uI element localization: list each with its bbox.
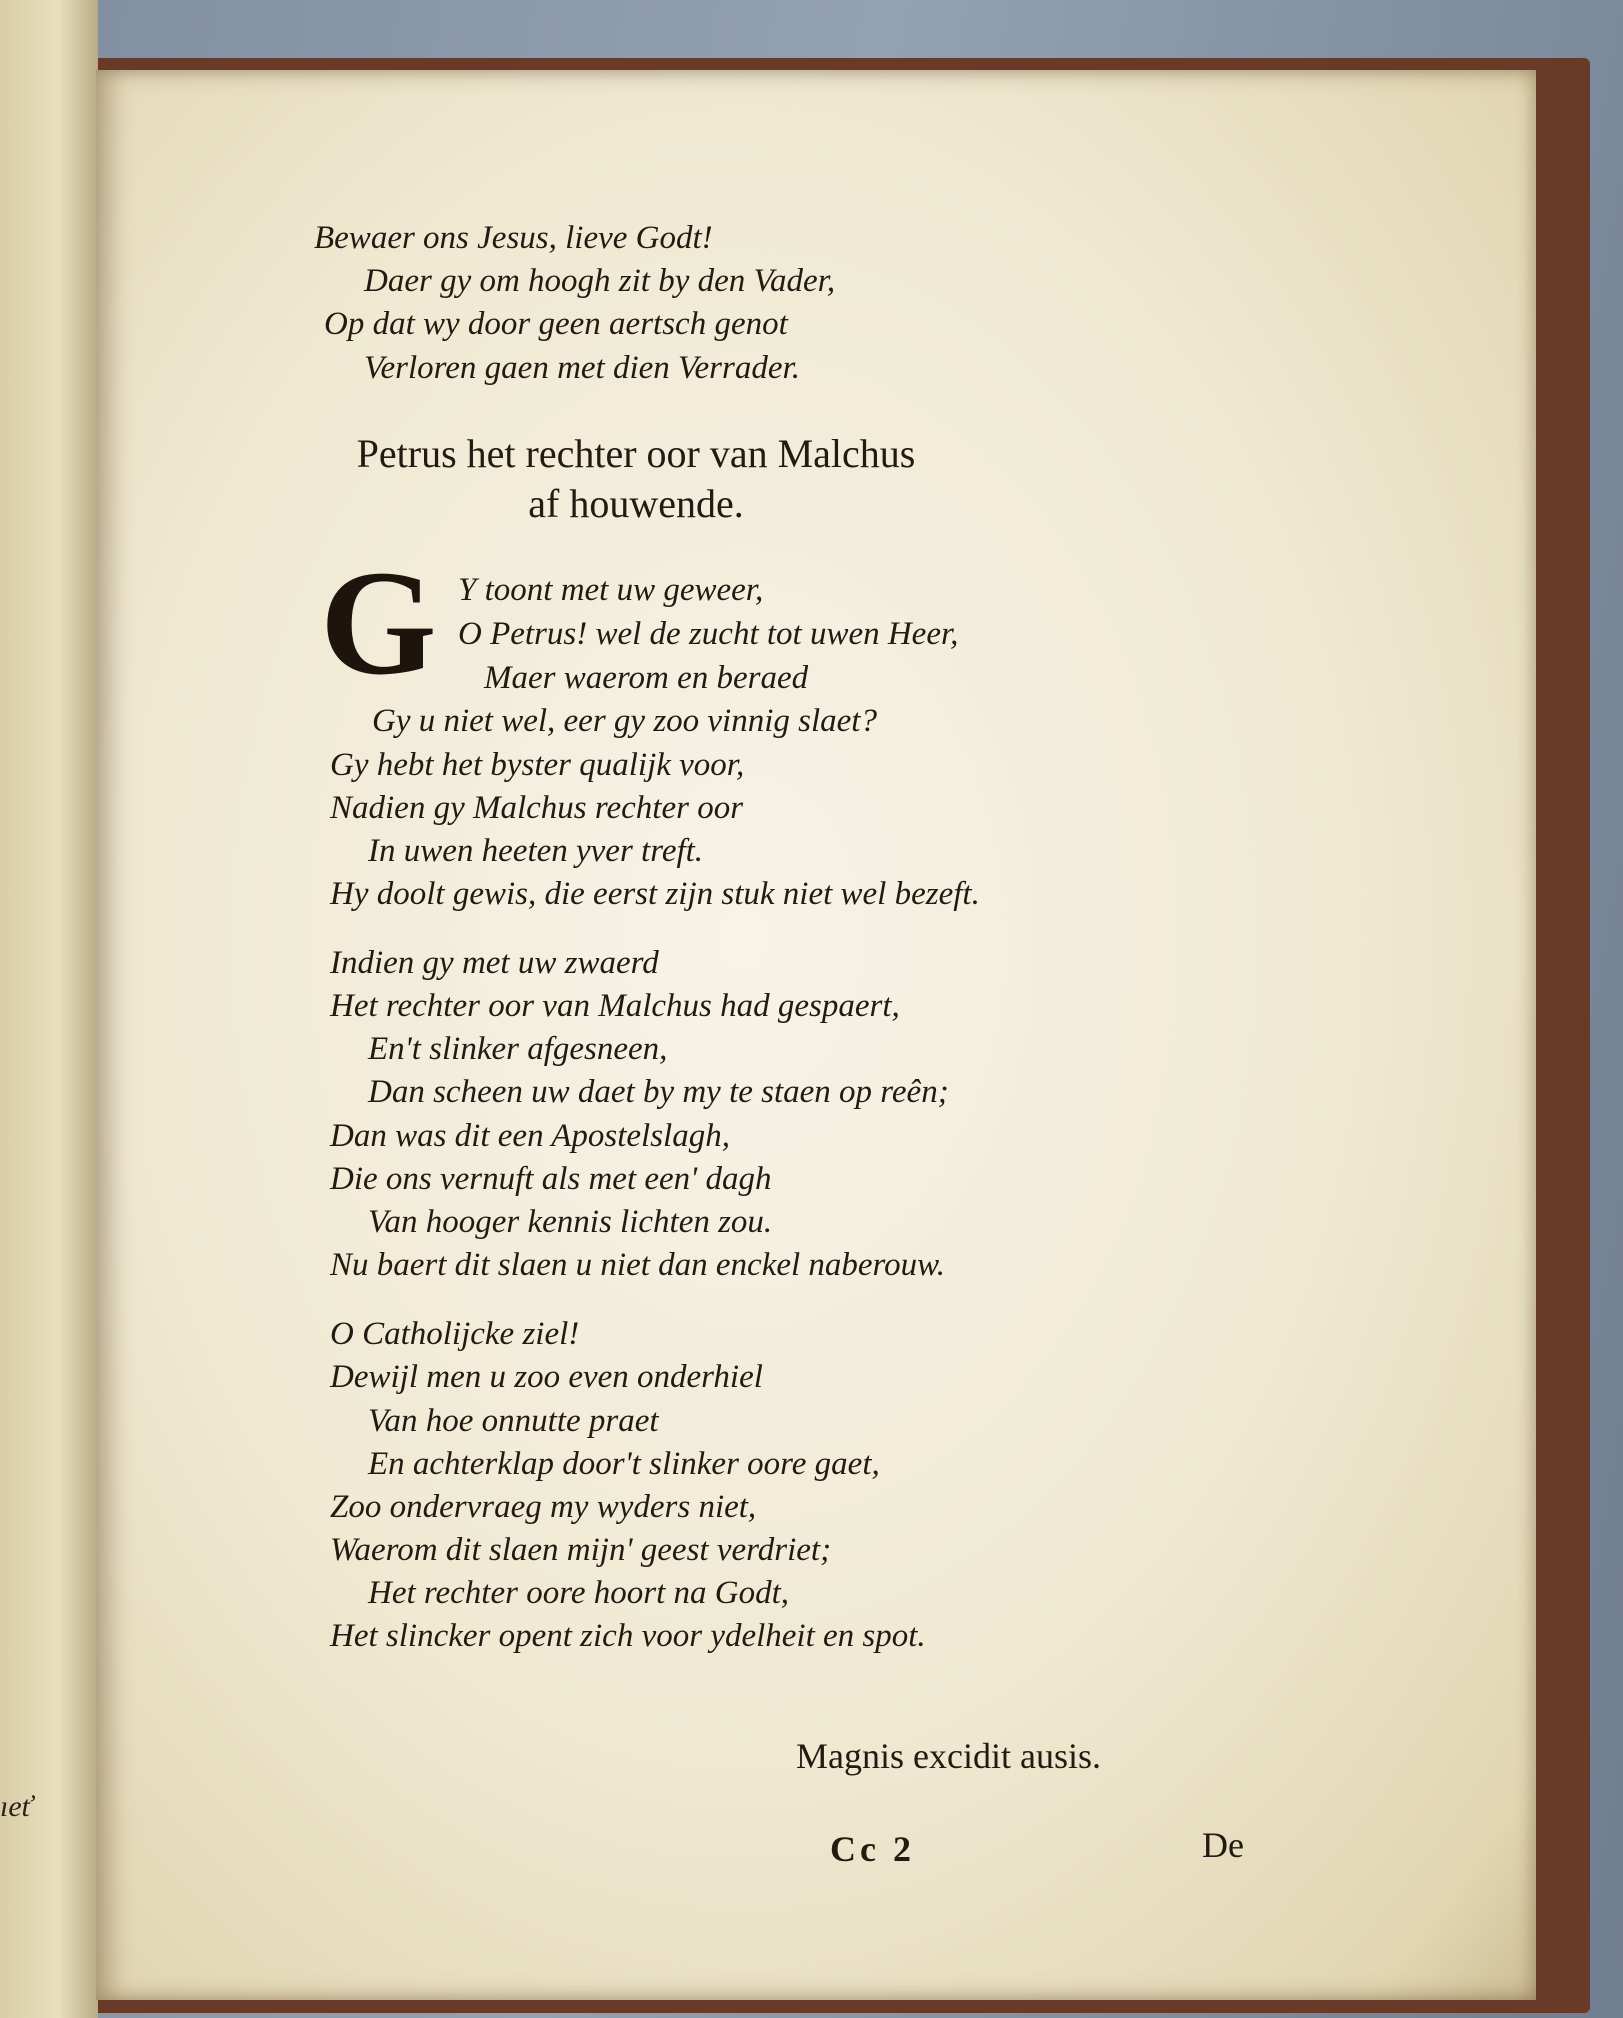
stanza-3-line: O Catholijcke ziel! [330,1316,580,1352]
stanza-3-line: Van hoe onnutte praet [368,1403,659,1439]
left-page-edge [0,0,98,2018]
stanza-1-line: O Petrus! wel de zucht tot uwen Heer, [458,616,959,652]
stanza-2-line: En't slinker afgesneen, [368,1031,668,1067]
stanza-3-line: En achterklap door't slinker oore gaet, [368,1446,880,1482]
stanza-3-line: Het rechter oore hoort na Godt, [368,1575,789,1611]
catchword: De [1202,1825,1244,1865]
stanza-1-line: Gy u niet wel, eer gy zoo vinnig slaet? [372,703,877,739]
stanza-3-line: Dewijl men u zoo even onderhiel [330,1359,763,1395]
stanza-2-line: Van hooger kennis lichten zou. [368,1204,773,1240]
stanza-1-line: Gy hebt het byster qualijk voor, [330,747,745,783]
poem-title: Petrus het rechter oor van Malchus [356,431,916,476]
page-text [96,70,1536,2000]
stanza-1-line: Maer waerom en beraed [484,660,809,696]
stanza-2-line: Nu baert dit slaen u niet dan enckel naberouw. [330,1247,945,1283]
intro-line: Bewaer ons Jesus, lieve Godt! [314,220,713,256]
left-page-fragment: ıeť [0,1790,33,1823]
intro-line: Op dat wy door geen aertsch genot [324,306,788,342]
stanza-2-line: Het rechter oor van Malchus had gespaert, [330,988,900,1024]
stanza-1-line: In uwen heeten yver treft. [368,833,704,869]
intro-line: Verloren gaen met dien Verrader. [364,350,800,386]
stanza-2-line: Indien gy met uw zwaerd [330,945,659,981]
drop-cap: G [320,540,437,706]
stanza-3-line: Het slincker opent zich voor ydelheit en spot. [330,1618,926,1654]
stanza-3-line: Waerom dit slaen mijn' geest verdriet; [330,1532,832,1568]
book-page [96,70,1536,2000]
stanza-1-line: Hy doolt gewis, die eerst zijn stuk niet wel bezeft. [330,876,980,912]
stanza-2-line: Dan was dit een Apostelslagh, [330,1118,730,1154]
signature-mark: Cc 2 [830,1829,915,1869]
stanza-3-line: Zoo ondervraeg my wyders niet, [330,1489,757,1525]
motto: Magnis excidit ausis. [796,1736,1101,1776]
stanza-1-line: Y toont met uw geweer, [458,572,764,608]
poem-title-line2: af houwende. [528,481,744,526]
stanza-2-line: Die ons vernuft als met een' dagh [330,1161,772,1197]
stanza-2-line: Dan scheen uw daet by my te staen op reên; [368,1074,949,1110]
stanza-1-line: Nadien gy Malchus rechter oor [330,790,744,826]
intro-line: Daer gy om hoogh zit by den Vader, [364,263,836,299]
